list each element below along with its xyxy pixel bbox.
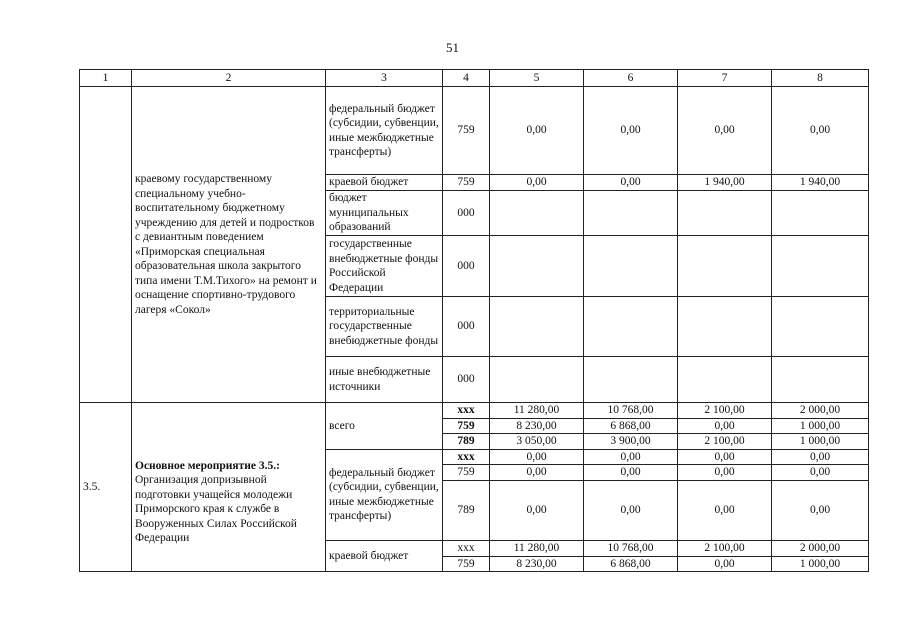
value-cell: 6 868,00 (584, 556, 678, 572)
value-cell: 0,00 (490, 87, 584, 175)
value-cell (584, 191, 678, 236)
column-header: 1 (80, 70, 132, 87)
value-cell: 1 000,00 (772, 418, 869, 434)
value-cell: 11 280,00 (490, 541, 584, 557)
budget-code: 789 (443, 481, 490, 541)
value-cell: 6 868,00 (584, 418, 678, 434)
value-cell: 0,00 (584, 175, 678, 191)
column-header: 4 (443, 70, 490, 87)
header-row (80, 70, 869, 87)
value-cell: 0,00 (772, 481, 869, 541)
budget-code: 000 (443, 357, 490, 403)
value-cell (490, 297, 584, 357)
column-header: 7 (678, 70, 772, 87)
budget-code: 000 (443, 191, 490, 236)
page-number: 51 (446, 40, 459, 55)
value-cell: 8 230,00 (490, 556, 584, 572)
budget-code: 789 (443, 434, 490, 450)
funding-source: всего (326, 403, 443, 450)
value-cell: 2 100,00 (678, 403, 772, 419)
value-cell: 0,00 (678, 481, 772, 541)
table-row (80, 403, 869, 419)
value-cell: 10 768,00 (584, 403, 678, 419)
funding-source: бюджет муниципальных образований (326, 191, 443, 236)
budget-code: 759 (443, 175, 490, 191)
value-cell (678, 357, 772, 403)
value-cell: 2 100,00 (678, 434, 772, 450)
value-cell: 0,00 (584, 481, 678, 541)
row-number-cell (80, 87, 132, 403)
value-cell: 0,00 (584, 87, 678, 175)
funding-source: иные внебюджетные источники (326, 357, 443, 403)
column-header: 6 (584, 70, 678, 87)
value-cell: 2 000,00 (772, 541, 869, 557)
value-cell: 1 940,00 (678, 175, 772, 191)
value-cell: 0,00 (584, 465, 678, 481)
value-cell: 3 050,00 (490, 434, 584, 450)
value-cell (678, 297, 772, 357)
column-header: 3 (326, 70, 443, 87)
funding-source: федеральный бюджет (субсидии, субвенции, иные межбюджетные трансферты) (326, 87, 443, 175)
funding-source: краевой бюджет (326, 175, 443, 191)
measure-description: Организация допризывной подготовки учащейся молодежи Приморского края к службе в Вооруженных Силах Российской Федерации (135, 474, 297, 544)
value-cell: 1 000,00 (772, 434, 869, 450)
value-cell: 0,00 (490, 465, 584, 481)
budget-code: 759 (443, 556, 490, 572)
value-cell: 3 900,00 (584, 434, 678, 450)
value-cell (490, 191, 584, 236)
budget-code: 759 (443, 87, 490, 175)
value-cell: 0,00 (678, 418, 772, 434)
value-cell (490, 357, 584, 403)
budget-table (79, 69, 869, 572)
budget-code: 000 (443, 236, 490, 297)
value-cell (772, 357, 869, 403)
value-cell (490, 236, 584, 297)
value-cell: 0,00 (772, 87, 869, 175)
funding-source: государственные внебюджетные фонды Российской Федерации (326, 236, 443, 297)
value-cell: 2 000,00 (772, 403, 869, 419)
value-cell (772, 297, 869, 357)
value-cell: 2 100,00 (678, 541, 772, 557)
value-cell: 0,00 (678, 556, 772, 572)
budget-code: 759 (443, 465, 490, 481)
value-cell (584, 236, 678, 297)
value-cell: 0,00 (678, 449, 772, 465)
value-cell: 0,00 (490, 449, 584, 465)
value-cell: 0,00 (584, 449, 678, 465)
value-cell: 11 280,00 (490, 403, 584, 419)
budget-code: ххх (443, 403, 490, 419)
value-cell (584, 297, 678, 357)
value-cell (772, 191, 869, 236)
column-header: 5 (490, 70, 584, 87)
value-cell: 1 000,00 (772, 556, 869, 572)
budget-code: ххх (443, 541, 490, 557)
value-cell (678, 191, 772, 236)
table-row (80, 87, 869, 175)
value-cell: 0,00 (772, 465, 869, 481)
budget-code: ххх (443, 449, 490, 465)
value-cell: 0,00 (678, 465, 772, 481)
budget-code: 000 (443, 297, 490, 357)
value-cell: 0,00 (772, 449, 869, 465)
column-header: 2 (132, 70, 326, 87)
measure-title: Основное мероприятие 3.5.: (135, 459, 280, 472)
measure-description: краевому государственному специальному учебно-воспитательному бюджетному учреждению для детей и подростков с девиантным поведением «Приморская специальная образовательная школа закрытого типа имени Т.М.Тихого» на ремонт и оснащение спортивно-трудового лагеря «Сокол» (132, 87, 326, 403)
value-cell: 0,00 (678, 87, 772, 175)
budget-code: 759 (443, 418, 490, 434)
value-cell (584, 357, 678, 403)
row-number-cell: 3.5. (80, 403, 132, 572)
funding-source: территориальные государственные внебюджетные фонды (326, 297, 443, 357)
funding-source: краевой бюджет (326, 541, 443, 572)
funding-source: федеральный бюджет (субсидии, субвенции, иные межбюджетные трансферты) (326, 449, 443, 541)
value-cell: 0,00 (490, 481, 584, 541)
value-cell (772, 236, 869, 297)
column-header: 8 (772, 70, 869, 87)
value-cell: 8 230,00 (490, 418, 584, 434)
value-cell: 10 768,00 (584, 541, 678, 557)
measure-description-cell (132, 403, 326, 572)
value-cell: 1 940,00 (772, 175, 869, 191)
value-cell (678, 236, 772, 297)
value-cell: 0,00 (490, 175, 584, 191)
